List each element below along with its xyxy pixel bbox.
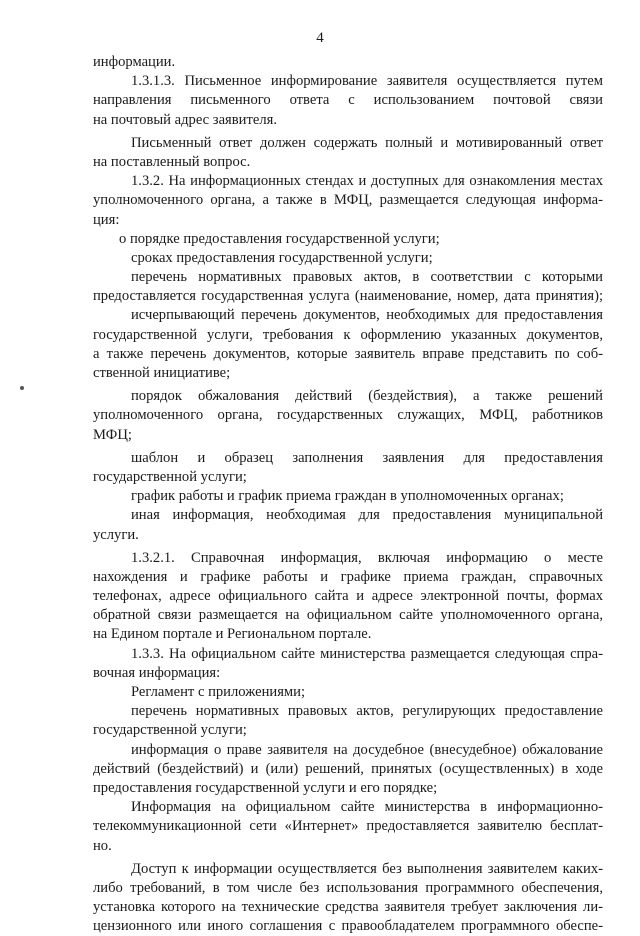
text-line: действий (бездействий) и (или) решений, принятых (осуществленных) в ходе [93,760,603,777]
text-line: либо требований, в том числе без использования программного обеспечения, [93,879,603,896]
text-line: шаблон и образец заполнения заявления для предоставления [131,449,603,466]
text-line: на почтовый адрес заявителя. [93,111,277,128]
text-line: МФЦ; [93,426,132,443]
text-line: обратной связи размещается на официальном сайте уполномоченного органа, [93,607,603,624]
text-line: сроках предоставления государственной услуги; [131,249,433,266]
text-line: 1.3.3. На официальном сайте министерства размещается следующая спра- [131,645,603,662]
text-line: но. [93,837,112,854]
text-line: нахождения и графике работы и графике приема граждан, справочных [93,568,603,585]
page-number: 4 [316,30,324,46]
text-line: информации. [93,54,176,70]
text-line: предоставления государственной услуги и его порядке; [93,779,438,796]
text-line: иная информация, необходимая для предоставления муниципальной [131,507,603,524]
text-line: исчерпывающий перечень документов, необходимых для предоставления [131,307,603,324]
text-line: услуги. [93,526,139,543]
text-line: ственной инициативе; [93,365,231,381]
text-line: установка которого на технические средства заявителя требует заключения ли- [93,899,603,916]
text-line: 1.3.2.1. Справочная информация, включая информацию о месте [131,549,603,566]
text-line: направления письменного ответа с использованием почтовой связи [93,92,603,109]
body-text [93,53,603,936]
text-line: 1.3.1.3. Письменное информирование заявителя осуществляется путем [131,73,603,90]
text-line: перечень нормативных правовых актов, в соответствии с которыми [131,269,603,286]
text-line: предоставляется государственная услуга (наименование, номер, дата принятия); [93,288,603,305]
text-line: на Едином портале и Региональном портале. [93,626,372,643]
text-line: информация о праве заявителя на досудебное (внесудебное) обжалование [131,741,603,758]
text-line: государственной услуги; [93,468,247,485]
text-line: Регламент с приложениями; [131,684,306,700]
text-line: уполномоченного органа, а также в МФЦ, размещается следующая информа- [93,192,603,209]
text-line: Доступ к информации осуществляется без выполнения заявителем каких- [131,860,603,877]
text-line: ция: [93,211,120,228]
text-line: телефонах, адресе официального сайта и адресе электронной почты, формах [93,588,603,605]
text-line: уполномоченного органа, государственных служащих, МФЦ, работников [93,407,603,424]
text-line: Письменный ответ должен содержать полный и мотивированный ответ [131,134,603,151]
text-line: на поставленный вопрос. [93,153,251,170]
text-line: государственной услуги; [93,722,247,739]
text-line: вочная информация: [93,664,221,681]
text-line: перечень нормативных правовых актов, регулирующих предоставление [131,703,603,720]
text-line: цензионного или иного соглашения с правообладателем программного обеспе- [93,918,603,935]
margin-dot-mark [20,386,24,390]
text-line: телекоммуникационной сети «Интернет» предоставляется заявителю бесплат- [93,818,603,835]
text-line: о порядке предоставления государственной услуги; [119,230,440,247]
text-line: порядок обжалования действий (бездействия), а также решений [131,388,603,405]
text-line: государственной услуги, требования к оформлению указанных документов, [93,326,603,343]
text-line: график работы и график приема граждан в уполномоченных органах; [131,488,564,505]
text-line: а также перечень документов, которые заявитель вправе представить по соб- [93,345,603,362]
text-line: Информация на официальном сайте министерства в информационно- [131,799,603,816]
text-line: 1.3.2. На информационных стендах и доступных для ознакомления местах [131,173,603,190]
